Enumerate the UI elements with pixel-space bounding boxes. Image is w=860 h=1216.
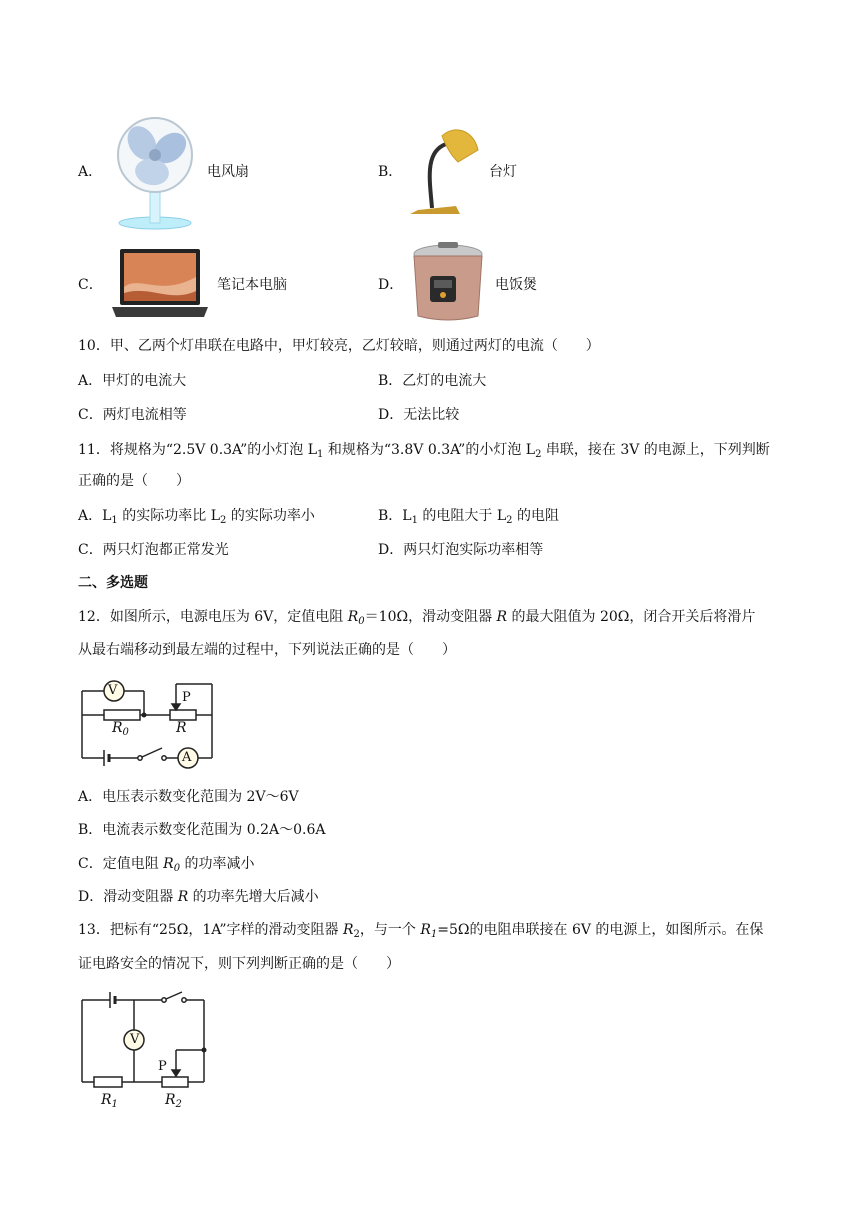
q10-option-a: A．甲灯的电流大 <box>78 373 187 389</box>
q12-voltmeter-label: V <box>108 683 118 698</box>
q9-option-c-label: 笔记本电脑 <box>217 277 287 293</box>
laptop-image <box>110 247 210 322</box>
q13-stem-line2: 证电路安全的情况下，则下列判断正确的是（ ） <box>78 956 400 972</box>
q12-stem-line1: 12．如图所示，电源电压为 6V，定值电阻 $R_0=10\Omega$，滑动变阻器 R 的最大阻值为 20Ω，闭合开关后将滑片 <box>78 609 756 627</box>
q11-stem-line2: 正确的是（ ） <box>78 473 190 489</box>
q9-option-c-letter: C． <box>78 277 103 293</box>
rice-cooker-image <box>408 240 488 328</box>
q13-circuit-diagram <box>76 990 216 1088</box>
electric-fan-image <box>110 115 200 230</box>
q10-option-b: B．乙灯的电流大 <box>378 373 487 389</box>
q12-option-b: B．电流表示数变化范围为 0.2A～0.6A <box>78 822 326 838</box>
q12-slider-label: P <box>182 690 191 705</box>
q12-option-a: A．电压表示数变化范围为 2V～6V <box>78 789 299 805</box>
q12-stem-line2: 从最右端移动到最左端的过程中，下列说法正确的是（ ） <box>78 642 456 658</box>
q12-r0-label: $R_0$ <box>112 720 129 738</box>
q13-r1-label: $R_1$ <box>101 1092 118 1110</box>
q9-option-a-letter: A． <box>78 164 103 180</box>
q12-circuit-diagram <box>76 676 221 774</box>
q12-r-label: R <box>176 720 187 736</box>
q13-slider-label: P <box>158 1059 167 1074</box>
q11-option-a: A．$L_1$ 的实际功率比 $L_2$ 的实际功率小 <box>78 508 315 526</box>
q11-option-c: C．两只灯泡都正常发光 <box>78 542 229 558</box>
q10-option-d: D．无法比较 <box>378 407 460 423</box>
q9-option-b-letter: B． <box>378 164 403 180</box>
q9-option-a-label: 电风扇 <box>207 164 249 180</box>
section-title: 二、多选题 <box>78 575 148 591</box>
q13-stem-line1: 13．把标有“25Ω，1A”字样的滑动变阻器 $R_2$，与一个 $R_1=5\Omega$的电阻串联接在 6V 的电源上，如图所示。在保 <box>78 922 764 940</box>
q12-option-c: C．定值电阻 $R_0$ 的功率减小 <box>78 856 255 874</box>
q10-option-c: C．两灯电流相等 <box>78 407 187 423</box>
q13-r2-label: $R_2$ <box>165 1092 182 1110</box>
q13-voltmeter-label: V <box>130 1032 140 1047</box>
q9-option-d-label: 电饭煲 <box>495 277 537 293</box>
q10-stem: 10．甲、乙两个灯串联在电路中，甲灯较亮，乙灯较暗，则通过两灯的电流（ ） <box>78 338 600 354</box>
q11-option-d: D．两只灯泡实际功率相等 <box>378 542 544 558</box>
desk-lamp-image <box>402 122 482 217</box>
q11-stem-line1: 11．将规格为“2.5V 0.3A”的小灯泡 $L_1$ 和规格为“3.8V 0.3A”的小灯泡 $L_2$ 串联，接在 3V 的电源上，下列判断 <box>78 442 770 460</box>
q12-ammeter-label: A <box>182 750 192 765</box>
q9-option-d-letter: D． <box>378 277 404 293</box>
q9-option-b-label: 台灯 <box>489 164 517 180</box>
q11-option-b: B．$L_1$ 的电阻大于 $L_2$ 的电阻 <box>378 508 559 526</box>
q12-option-d: D．滑动变阻器 R 的功率先增大后减小 <box>78 889 319 905</box>
